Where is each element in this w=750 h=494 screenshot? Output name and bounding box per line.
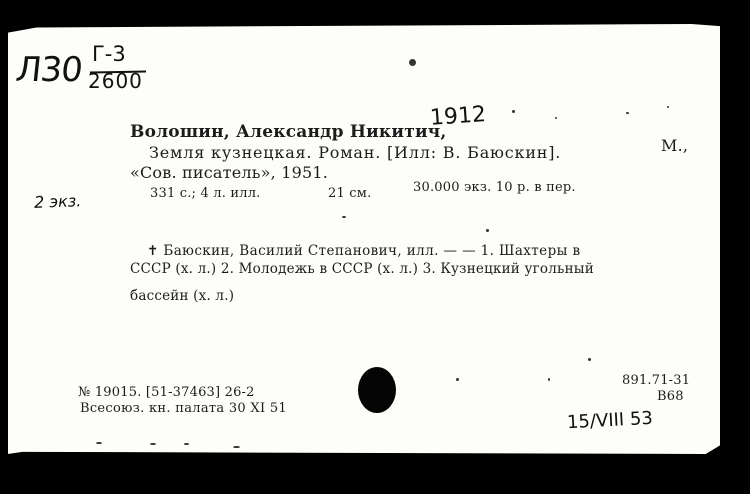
book-chamber-line: Всесоюз. кн. палата 30 XI 51 [80,401,287,416]
handwritten-year: 1912 [429,102,487,131]
publisher-line: «Сов. писатель», 1951. [130,163,329,182]
scan-speck [667,106,669,108]
fraction-top: Г-3 [92,42,126,66]
scan-speck [588,358,591,361]
tracing-line-3: бассейн (х. л.) [130,288,235,304]
author-heading: Волошин, Александр Никитич, [130,122,447,142]
handwritten-stamp: 15/VIII 53 [566,407,654,434]
scan-speck [548,378,550,381]
handwritten-shelf-code: Л30 [13,50,84,90]
udc-index: 891.71-31 [622,373,691,388]
scan-speck [96,442,102,444]
pages-illustrations: 331 с.; 4 л. илл. [150,186,261,201]
scan-speck [342,216,346,218]
scan-speck [233,446,240,448]
scan-speck [456,378,459,381]
tracing-line-1: ✝ Баюскин, Василий Степанович, илл. — — 1. Шахтеры в [147,243,581,259]
print-run-price: 30.000 экз. 10 р. в пер. [413,180,576,195]
cutter-number: В68 [657,389,684,404]
scan-speck [512,110,515,113]
dimensions: 21 см. [328,186,372,201]
scan-speck [555,117,557,119]
scan-speck [150,443,156,445]
tracing-line-2: СССР (х. л.) 2. Молодежь в СССР (х. л.) 3. Кузнецкий угольный [130,261,594,277]
scan-speck [626,112,629,114]
margin-note: 2 экз. [33,191,82,212]
title-line: Земля кузнецкая. Роман. [Илл: В. Баюскин]. [149,143,562,162]
scan-speck [184,443,189,445]
fraction-bottom: 2600 [88,69,143,93]
card-number: № 19015. [51-37463] 26-2 [78,385,255,400]
ink-blot [358,367,396,413]
scan-speck [486,229,489,232]
place-of-publication: М., [661,136,689,155]
